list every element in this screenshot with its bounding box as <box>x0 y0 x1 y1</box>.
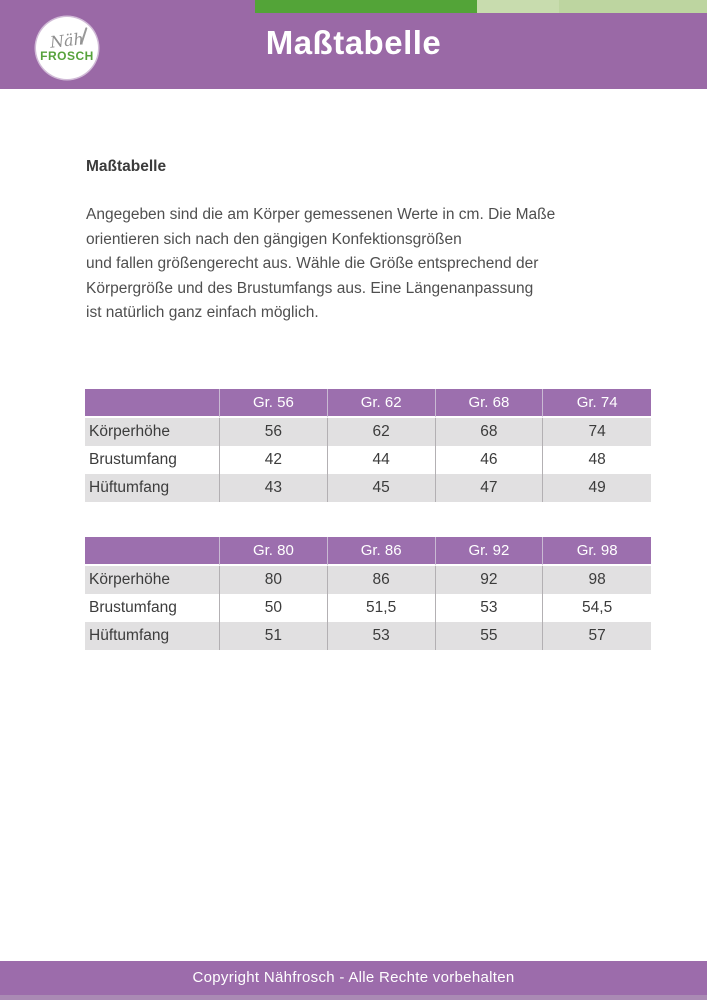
row-label: Körperhöhe <box>85 566 220 594</box>
topbar-light-green-segment-2 <box>559 0 707 13</box>
column-header: Gr. 56 <box>220 389 328 418</box>
paragraph-line: und fallen größengerecht aus. Wähle die Größe entsprechend der <box>86 255 539 272</box>
row-label: Brustumfang <box>85 446 220 474</box>
topbar-dark-green-segment <box>255 0 477 13</box>
page-header <box>0 0 707 89</box>
intro-paragraph <box>86 203 555 326</box>
row-label: Körperhöhe <box>85 418 220 446</box>
table-cell: 45 <box>328 474 436 502</box>
page-title: Maßtabelle <box>265 24 442 61</box>
table-header-row <box>85 389 651 418</box>
table-cell: 48 <box>543 446 651 474</box>
column-header: Gr. 92 <box>436 537 544 566</box>
topbar-light-green-segment-1 <box>477 0 559 13</box>
table-cell: 44 <box>328 446 436 474</box>
section-heading: Maßtabelle <box>86 158 167 175</box>
table-row <box>85 594 651 622</box>
column-header: Gr. 62 <box>328 389 436 418</box>
table-cell: 92 <box>436 566 544 594</box>
footer-copyright: Copyright Nähfrosch - Alle Rechte vorbehalten <box>0 961 707 995</box>
paragraph-line: Angegeben sind die am Körper gemessenen Werte in cm. Die Maße <box>86 206 556 223</box>
size-table-80-98 <box>85 537 651 650</box>
row-label: Brustumfang <box>85 594 220 622</box>
paragraph-line: Körpergröße und des Brustumfangs aus. Eine Längenanpassung <box>86 279 534 297</box>
row-label: Hüftumfang <box>85 622 220 650</box>
table-cell: 43 <box>220 474 328 502</box>
table-header-row <box>85 537 651 566</box>
table-cell: 54,5 <box>543 594 651 622</box>
table-cell: 50 <box>220 594 328 622</box>
table-cell: 62 <box>328 418 436 446</box>
table-cell: 53 <box>328 622 436 650</box>
table-cell: 80 <box>220 566 328 594</box>
table-cell: 68 <box>436 418 544 446</box>
table-cell: 46 <box>436 446 544 474</box>
paragraph-line: orientieren sich nach den gängigen Konfektionsgrößen <box>86 230 462 248</box>
column-header: Gr. 98 <box>543 537 651 566</box>
table-cell: 57 <box>543 622 651 650</box>
table-cell: 86 <box>328 566 436 594</box>
table-row <box>85 418 651 446</box>
table-cell: 74 <box>543 418 651 446</box>
table-row <box>85 446 651 474</box>
table-cell: 51 <box>220 622 328 650</box>
table-cell: 42 <box>220 446 328 474</box>
table-row <box>85 474 651 502</box>
table-cell: 56 <box>220 418 328 446</box>
column-header: Gr. 68 <box>436 389 544 418</box>
table-cell: 47 <box>436 474 544 502</box>
footer-bottom-strip <box>0 995 707 1000</box>
table-cell: 55 <box>436 622 544 650</box>
table-row <box>85 566 651 594</box>
logo-script-text: Näh <box>49 28 85 52</box>
table-corner-cell <box>85 537 220 566</box>
table-corner-cell <box>85 389 220 418</box>
logo-brand-text: FROSCH <box>40 48 94 63</box>
table-cell: 51,5 <box>328 594 436 622</box>
paragraph-line: ist natürlich ganz einfach möglich. <box>86 304 319 321</box>
table-cell: 49 <box>543 474 651 502</box>
table-cell: 53 <box>436 594 544 622</box>
column-header: Gr. 80 <box>220 537 328 566</box>
column-header: Gr. 86 <box>328 537 436 566</box>
table-cell: 98 <box>543 566 651 594</box>
table-row <box>85 622 651 650</box>
column-header: Gr. 74 <box>543 389 651 418</box>
row-label: Hüftumfang <box>85 474 220 502</box>
size-table-56-74 <box>85 389 651 502</box>
